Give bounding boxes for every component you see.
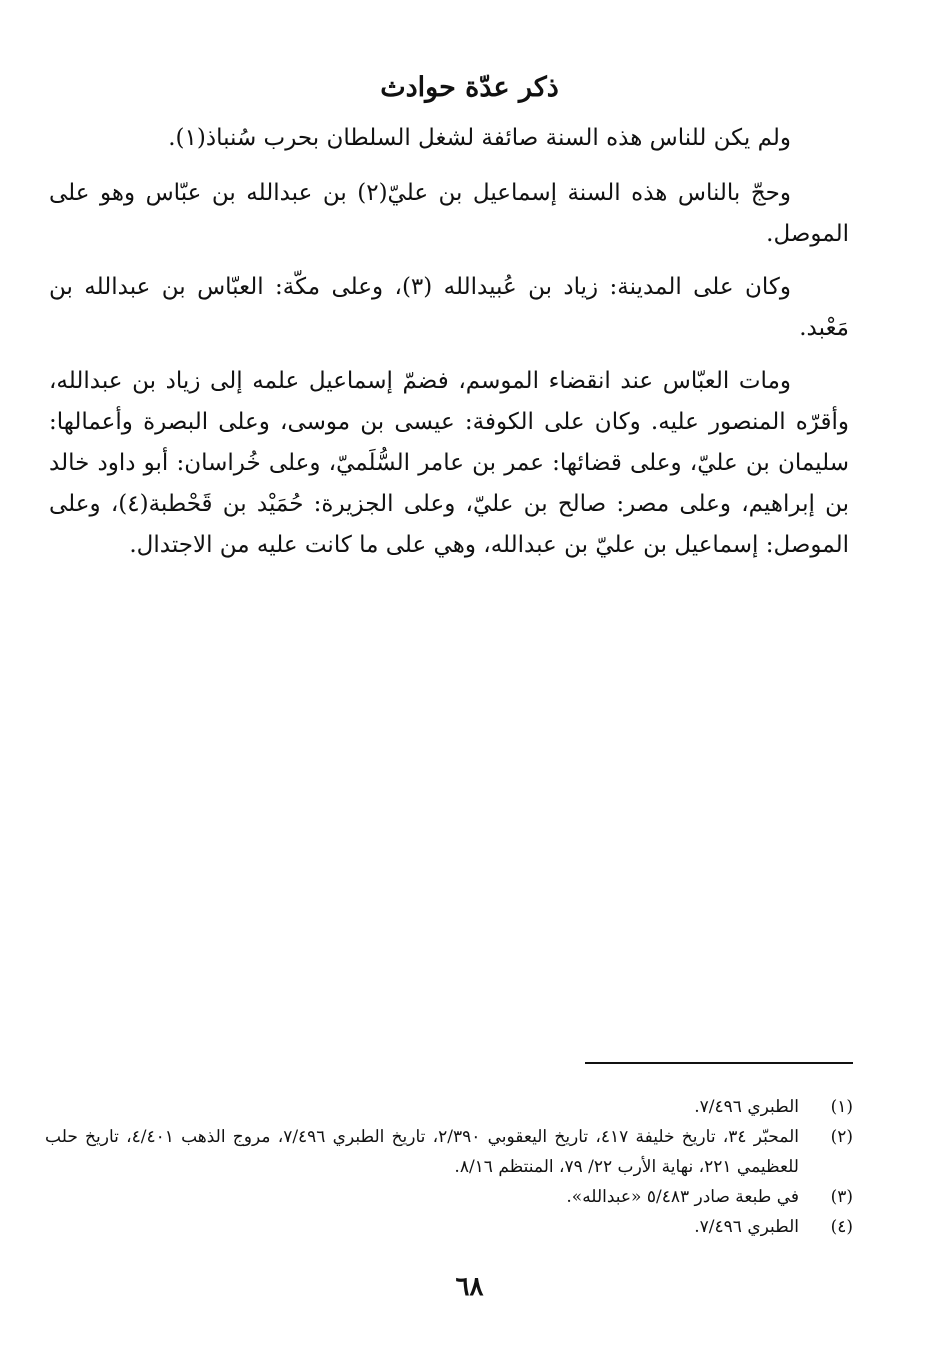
footnote-number: (٢) (830, 1127, 853, 1147)
section-heading: ذكر عدّة حوادث (380, 72, 559, 103)
footnote-number: (٤) (830, 1217, 853, 1237)
paragraph-3: وكان على المدينة: زياد بن عُبيدالله (٣)، وعلى مكّة: العبّاس بن عبدالله بن مَعْبد. (49, 274, 849, 341)
page-number: ٦٨ (455, 1272, 484, 1302)
footnote-3 (45, 1182, 853, 1212)
footnotes (45, 1092, 853, 1242)
footnote-divider (585, 1062, 853, 1064)
footnote-text: في طبعة صادر ٥/٤٨٣ «عبدالله». (566, 1187, 799, 1207)
footnote-1 (45, 1092, 853, 1122)
footnote-text: الطبري ٧/٤٩٦. (694, 1217, 799, 1237)
footnote-number: (١) (830, 1097, 853, 1117)
main-text (49, 118, 849, 578)
footnote-text: الطبري ٧/٤٩٦. (694, 1097, 799, 1117)
paragraph-2: وحجّ بالناس هذه السنة إسماعيل بن عليّ(٢) بن عبدالله بن عبّاس وهو على الموصل. (49, 180, 849, 247)
footnote-4 (45, 1212, 853, 1242)
footnote-text: المحبّر ٣٤، تاريخ خليفة ٤١٧، تاريخ اليعقوبي ٢/٣٩٠، تاريخ الطبري ٧/٤٩٦، مروج الذهب ٤/٤٠١، تاريخ حلب للعظيمي ٢٢١، نهاية الأرب ٢٢/ ٧٩، المنتظم ٨/١٦. (45, 1127, 799, 1177)
footnote-number: (٣) (830, 1187, 853, 1207)
paragraph-1: ولم يكن للناس هذه السنة صائفة لشغل السلطان بحرب سُنباذ(١). (168, 125, 791, 151)
footnote-2 (45, 1122, 853, 1182)
paragraph-4: ومات العبّاس عند انقضاء الموسم، فضمّ إسماعيل علمه إلى زياد بن عبدالله، وأقرّه المنصور عليه. وكان على الكوفة: عيسى بن موسى، وعلى البصرة وأعمالها: سليمان بن عليّ، وعلى قضائها: عمر بن عامر السُّلَميّ، وعلى خُراسان: أبو داود خالد بن إبراهيم، وعلى مصر: صالح بن عليّ، وعلى الجزيرة: حُمَيْد بن قَحْطبة(٤)، وعلى الموصل: إسماعيل بن عليّ بن عبدالله، وهي على ما كانت عليه من الاجتدال. (49, 368, 849, 558)
